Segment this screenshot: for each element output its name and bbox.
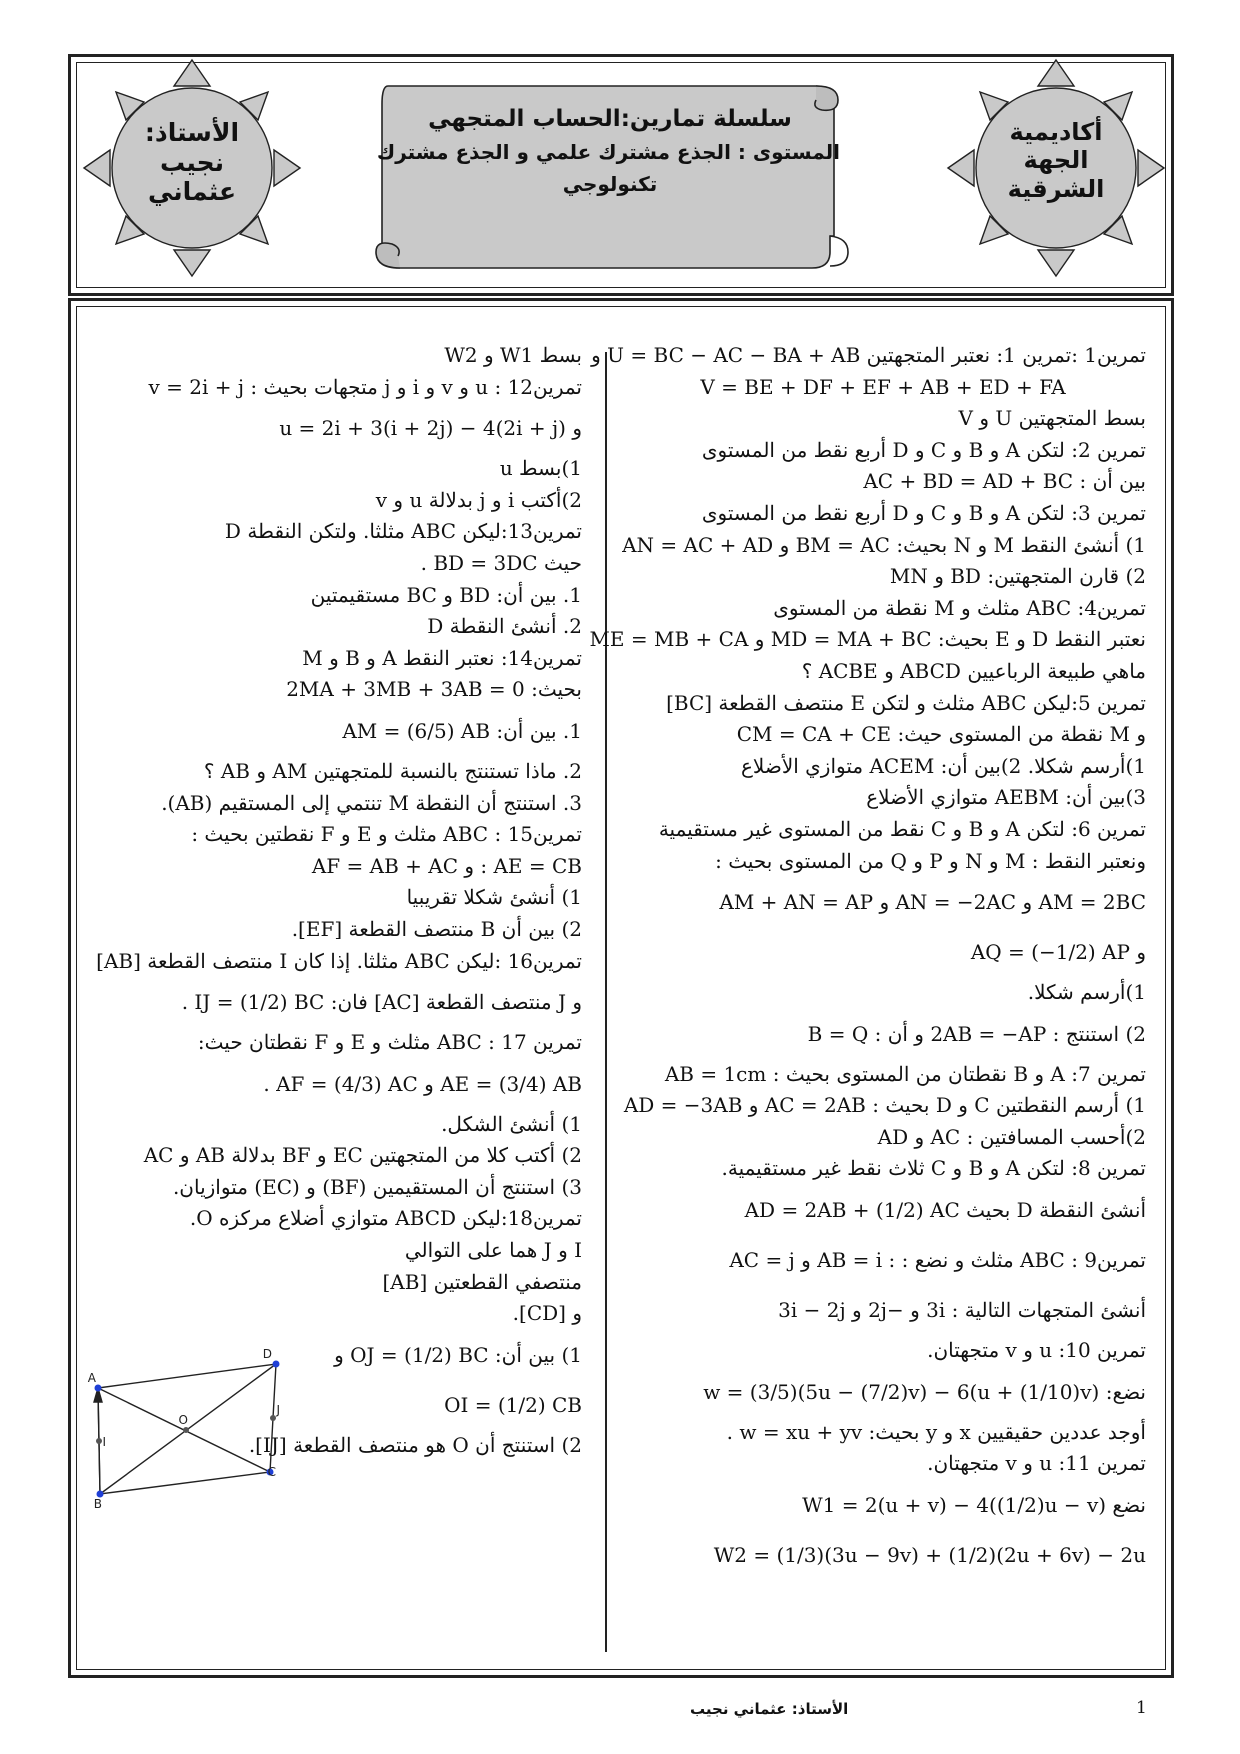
ex5-line3: 1)أرسم شكلا. 2)بين أن: ACEM متوازي الأضلاع xyxy=(740,753,1146,778)
ex12-line2: و u = 2i + 3(i + 2j) − 4(2i + j) xyxy=(279,416,582,441)
point-o xyxy=(183,1427,189,1433)
page-number: 1 xyxy=(1136,1698,1147,1718)
ex17-line1: تمرين 17 : ABC مثلث و E و F نقطتان حيث: xyxy=(197,1030,582,1055)
ex2-line1: تمرين 2: لتكن A و B و C و D أربع نقط من المستوى xyxy=(701,437,1146,462)
badge-right-line1: أكاديمية xyxy=(1009,118,1103,146)
ex18-line2: I و J هما على التوالي xyxy=(404,1238,582,1263)
ex1-line3: بسط المتجهتين U و V xyxy=(958,406,1146,431)
ex5-line2: و M نقطة من المستوى حيث: CM = CA + CE xyxy=(736,722,1146,747)
ex18-line1: تمرين18:ليكن ABCD متوازي أضلاع مركزه O. xyxy=(189,1206,582,1231)
point-a xyxy=(95,1385,102,1392)
ex18-line3: منتصفي القطعتين [AB] xyxy=(382,1269,582,1294)
ex13-line3: 1. بين أن: BD و BC مستقيمتين xyxy=(310,582,582,607)
ex11-line1: تمرين 11: u و v متجهتان. xyxy=(927,1451,1146,1476)
point-d xyxy=(273,1361,280,1368)
label-b: B xyxy=(93,1497,102,1511)
badge-right-text xyxy=(968,118,1144,203)
ex17-line4: 2) أكتب كلا من المتجهتين EC و BF بدلالة AB و AC xyxy=(143,1143,582,1168)
label-i: I xyxy=(102,1435,106,1449)
ex8-line2: أنشئ النقطة D بحيث AD = 2AB + (1/2) AC xyxy=(744,1198,1146,1223)
right-column xyxy=(589,340,1146,1580)
ex6-line5: 1)أرسم شكلا. xyxy=(1027,980,1146,1005)
ex12-line1: تمرين12 : u و v و i و j متجهات بحيث : v = 2i + j xyxy=(148,374,582,399)
ex7-line1: تمرين 7: A و B نقطتان من المستوى بحيث : AB = 1cm xyxy=(664,1061,1146,1086)
ex6-line2: ونعتبر النقط : M و N و P و Q من المستوى بحيث : xyxy=(715,848,1146,873)
ex11-line3: W2 = (1/3)(3u − 9v) + (1/2)(2u + 6v) − 2u xyxy=(713,1542,1146,1567)
badge-left-line1: الأستاذ: xyxy=(144,118,240,147)
ex4-line3: ماهي طبيعة الرباعيين ABCD و ACBE ؟ xyxy=(801,658,1146,683)
ex7-line2: 1) أرسم النقطتين C و D بحيث : AC = 2AB و AD = −3AB xyxy=(623,1093,1146,1118)
ex3-line1: تمرين 3: لتكن A و B و C و D أربع نقط من المستوى xyxy=(701,500,1146,525)
ex12-line3: 1)بسط u xyxy=(499,456,582,481)
ex10-line3: أوجد عددين حقيقيين x و y بحيث: w = xu + yv . xyxy=(726,1419,1146,1444)
ex3-line3: 2) قارن المتجهتين: BD و MN xyxy=(889,564,1146,589)
ex4-line2: نعتبر النقط D و E بحيث: MD = MA + BC و ME = MB + CA xyxy=(589,627,1146,652)
banner-level-line1: المستوى : الجذع مشترك علمي و الجذع مشترك xyxy=(376,140,840,164)
ex13-line4: 2. أنشئ النقطة D xyxy=(427,614,582,639)
ex5-line1: تمرين 5:ليكن ABC مثلث و لتكن E منتصف القطعة [BC] xyxy=(666,690,1146,715)
label-j: J xyxy=(276,1403,280,1417)
ex15-line4: 2) بين أن B منتصف القطعة [EF]. xyxy=(291,916,582,941)
ex16-line1: تمرين16 :ليكن ABC مثلثا. إذا كان I منتصف القطعة [AB] xyxy=(96,948,582,973)
ex17-line2: AE = (3/4) AB و AF = (4/3) AC . xyxy=(263,1071,582,1096)
parallelogram-figure xyxy=(87,1346,292,1511)
ex14-line4: 2. ماذا تستنتج بالنسبة للمتجهتين AM و AB ؟ xyxy=(203,758,582,783)
badge-left-text xyxy=(104,118,280,207)
ex18-line5: 1) بين أن: OJ = (1/2) BC و xyxy=(334,1342,582,1367)
label-a: A xyxy=(87,1371,96,1385)
ex14-line2: بحيث: 2MA + 3MB + 3AB = 0 xyxy=(286,677,582,702)
ex9-line2: أنشئ المتجهات التالية : 3i و −2j و 3i − 2j xyxy=(778,1298,1146,1323)
ex15-line2: AE = CB : و AF = AB + AC xyxy=(311,853,582,878)
left-column xyxy=(96,340,582,1461)
ex11-line4: بسط W1 و W2 xyxy=(444,343,582,367)
ex12-line4: 2)أكتب i و j بدلالة u و v xyxy=(375,487,582,512)
ex9-line1: تمرين9 : ABC مثلث و نضع : : AB = i و AC = j xyxy=(729,1248,1146,1273)
badge-right-line3: الشرقية xyxy=(1007,174,1105,203)
ex6-line1: تمرين 6: لتكن A و B و C نقط من المستوى غير مستقيمية xyxy=(658,816,1146,841)
ex14-line3: 1. بين أن: AM = (6/5) AB xyxy=(342,718,582,743)
banner-title: سلسلة تمارين:الحساب المتجهي xyxy=(428,106,792,132)
ex6-line4: و AQ = (−1/2) AP xyxy=(970,940,1146,965)
ex13-line1: تمرين13:ليكن ABC مثلثا. ولتكن النقطة D xyxy=(224,519,582,544)
ex14-line5: 3. استنتج أن النقطة M تنتمي إلى المستقيم (AB). xyxy=(161,790,582,815)
point-j xyxy=(270,1415,276,1421)
ex1-line1: تمرين1 :تمرين 1: نعتبر المتجهتين U = BC − AC − BA + AB و xyxy=(591,343,1146,367)
ex15-line1: تمرين15 : ABC مثلث و E و F نقطتين بحيث : xyxy=(191,822,582,847)
ex13-line2: حيث BD = 3DC . xyxy=(420,550,582,575)
ex8-line1: تمرين 8: لتكن A و B و C ثلاث نقط غير مستقيمية. xyxy=(721,1156,1146,1181)
ex18-line7: 2) استنتج أن O هو منتصف القطعة [IJ]. xyxy=(248,1432,582,1457)
ex5-line4: 3)بين أن: AEBM متوازي الأضلاع xyxy=(866,785,1146,810)
ex17-line3: 1) أنشئ الشكل. xyxy=(441,1111,582,1136)
ex6-line3: AM = 2BC و AN = −2AC و AM + AN = AP xyxy=(719,890,1146,915)
ex2-line2: بين أن : AC + BD = AD + BC xyxy=(863,469,1146,494)
footer-author: الأستاذ: عثماني نجيب xyxy=(690,1700,849,1718)
ex10-line1: تمرين 10: u و v متجهتان. xyxy=(927,1338,1146,1363)
ex3-line2: 1) أنشئ النقط M و N بحيث: BM = AC و AN = AC + AD xyxy=(622,532,1146,557)
label-d: D xyxy=(262,1347,272,1361)
label-c: C xyxy=(267,1465,276,1479)
ex14-line1: تمرين14: نعتبر النقط A و B و M xyxy=(302,645,582,670)
ex7-line3: 2)أحسب المسافتين : AC و AD xyxy=(877,1124,1146,1149)
ex15-line3: 1) أنشئ شكلا تقريبيا xyxy=(406,885,582,910)
column-divider xyxy=(605,352,607,1652)
ex11-line2: نضع W1 = 2(u + v) − 4((1/2)u − v) xyxy=(802,1492,1146,1517)
ex10-line2: نضع: w = (3/5)(5u − (7/2)v) − 6(u + (1/10)v) xyxy=(703,1379,1146,1404)
badge-right-line2: الجهة xyxy=(1023,146,1089,175)
ex1-line2: V = BE + DF + EF + AB + ED + FA xyxy=(700,374,1066,399)
ex17-line5: 3) استنتج أن المستقيمين (BF) و (EC) متوازيان. xyxy=(172,1174,582,1199)
badge-left-line2: نجيب xyxy=(159,147,225,177)
ex18-line6: OI = (1/2) CB xyxy=(444,1392,582,1417)
ex16-line2: و J منتصف القطعة [AC] فان: IJ = (1/2) BC . xyxy=(181,990,582,1015)
ex4-line1: تمرين4: ABC مثلث و M نقطة من المستوى xyxy=(773,595,1146,620)
badge-left-line3: عثماني xyxy=(147,177,237,206)
label-o: O xyxy=(178,1413,188,1427)
ex6-line6: 2) استنتج : 2AB = −AP و أن : B = Q xyxy=(807,1021,1146,1046)
ex18-line4: و [CD]. xyxy=(512,1301,582,1326)
banner-level-line2: تكنولوجي xyxy=(562,172,658,196)
point-i xyxy=(96,1438,102,1444)
